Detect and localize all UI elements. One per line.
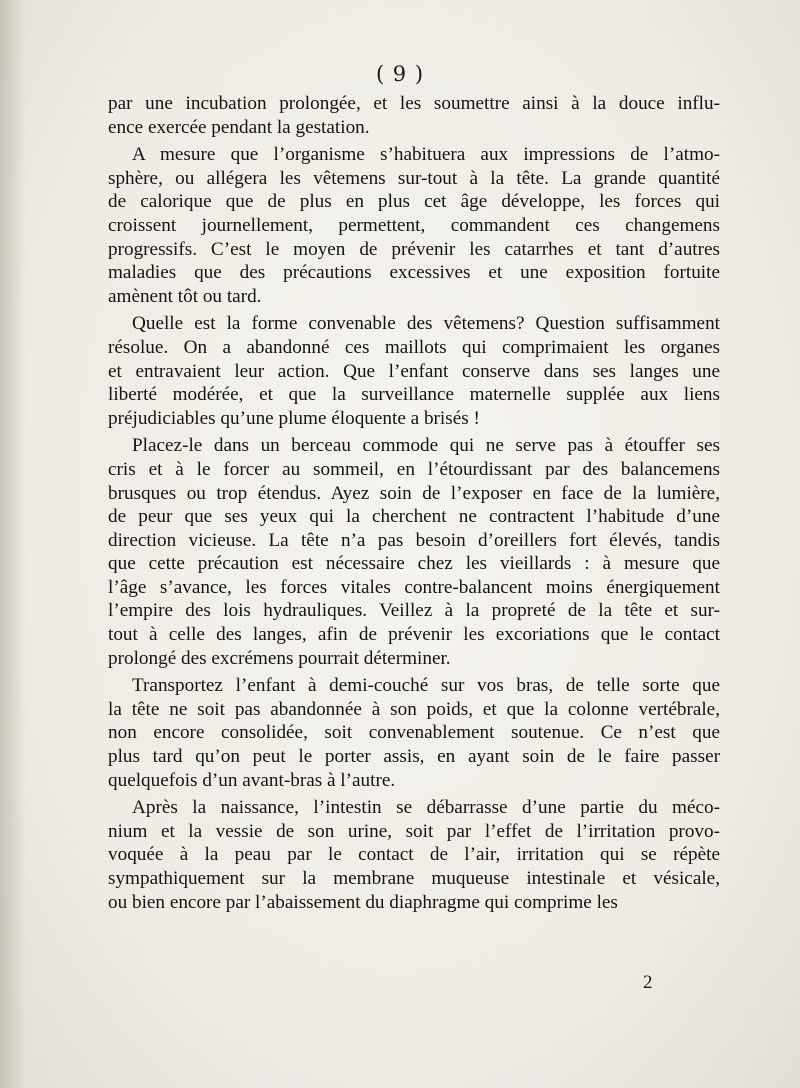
binding-shadow bbox=[0, 0, 26, 1088]
text-line: l’empire des lois hydrauliques. Veillez à la propreté de la tête et sur- bbox=[108, 600, 720, 622]
text-line: maladies que des précautions excessives et une exposition fortuite bbox=[108, 262, 720, 284]
text-line: que cette précaution est nécessaire chez les vieillards : à mesure que bbox=[108, 553, 720, 575]
text-line: croissent journellement, permettent, commandent ces changemens bbox=[108, 214, 720, 236]
paragraph bbox=[108, 796, 720, 914]
text-line: liberté modérée, et que la surveillance maternelle supplée aux liens bbox=[108, 384, 720, 406]
page-number: ( 9 ) bbox=[375, 62, 425, 86]
text-line: amènent tôt ou tard. bbox=[108, 285, 262, 307]
text-line: plus tard qu’on peut le porter assis, en ayant soin de le faire passer bbox=[108, 746, 720, 768]
text-line: par une incubation prolongée, et les soumettre ainsi à la douce influ- bbox=[108, 93, 720, 114]
text-line: non encore consolidée, soit convenablement soutenue. Ce n’est que bbox=[108, 722, 720, 744]
text-line: et entravaient leur action. Que l’enfant conserve dans ses langes une bbox=[108, 360, 720, 382]
text-line: Après la naissance, l’intestin se débarrasse d’une partie du méco- bbox=[132, 797, 720, 819]
text-line: brusques ou trop étendus. Ayez soin de l’exposer en face de la lumière, bbox=[108, 482, 720, 504]
paragraph bbox=[108, 312, 720, 430]
paragraph bbox=[108, 434, 720, 670]
text-line: Placez-le dans un berceau commode qui ne serve pas à étouffer ses bbox=[132, 435, 720, 457]
text-line: tout à celle des langes, afin de prévenir les excoriations que le contact bbox=[108, 624, 720, 646]
text-line: ence exercée pendant la gestation. bbox=[108, 116, 370, 138]
text-line: cris et à le forcer au sommeil, en l’étourdissant par des balancemens bbox=[108, 458, 720, 480]
text-line: résolue. On a abandonné ces maillots qui comprimaient les organes bbox=[108, 336, 720, 358]
text-line: direction vicieuse. La tête n’a pas besoin d’oreillers fort élevés, tandis bbox=[108, 529, 720, 551]
paragraph bbox=[108, 143, 720, 308]
text-line: de calorique que de plus en plus cet âge développe, les forces qui bbox=[108, 191, 720, 213]
paragraph bbox=[108, 92, 720, 139]
text-line: préjudiciables qu’une plume éloquente a brisés ! bbox=[108, 407, 480, 429]
signature-mark: 2 bbox=[643, 972, 653, 993]
text-line: l’âge s’avance, les forces vitales contre-balancent moins énergiquement bbox=[108, 576, 720, 598]
text-line: de peur que ses yeux qui la cherchent ne contractent l’habitude d’une bbox=[108, 506, 720, 528]
text-line: prolongé des excrémens pourrait déterminer. bbox=[108, 647, 451, 669]
text-line: A mesure que l’organisme s’habituera aux impressions de l’atmo- bbox=[132, 144, 720, 166]
text-line: voquée à la peau par le contact de l’air, irritation qui se répète bbox=[108, 844, 720, 866]
text-line: sympathiquement sur la membrane muqueuse intestinale et vésicale, bbox=[108, 868, 720, 889]
text-line: ou bien encore par l’abaissement du diaphragme qui comprime les bbox=[108, 891, 618, 913]
body-text bbox=[108, 92, 720, 914]
text-line: progressifs. C’est le moyen de prévenir les catarrhes et tant d’autres bbox=[108, 238, 720, 260]
text-line: Transportez l’enfant à demi-couché sur vos bras, de telle sorte que bbox=[132, 675, 720, 697]
text-line: quelquefois d’un avant-bras à l’autre. bbox=[108, 769, 396, 791]
text-line: sphère, ou allégera les vêtemens sur-tout à la tête. La grande quantité bbox=[108, 167, 720, 189]
paragraph bbox=[108, 674, 720, 792]
text-line: Quelle est la forme convenable des vêtemens? Question suffisamment bbox=[132, 313, 720, 335]
text-line: la tête ne soit pas abandonnée à son poids, et que la colonne vertébrale, bbox=[108, 698, 720, 720]
text-line: nium et la vessie de son urine, soit par l’effet de l’irritation provo- bbox=[108, 820, 720, 842]
